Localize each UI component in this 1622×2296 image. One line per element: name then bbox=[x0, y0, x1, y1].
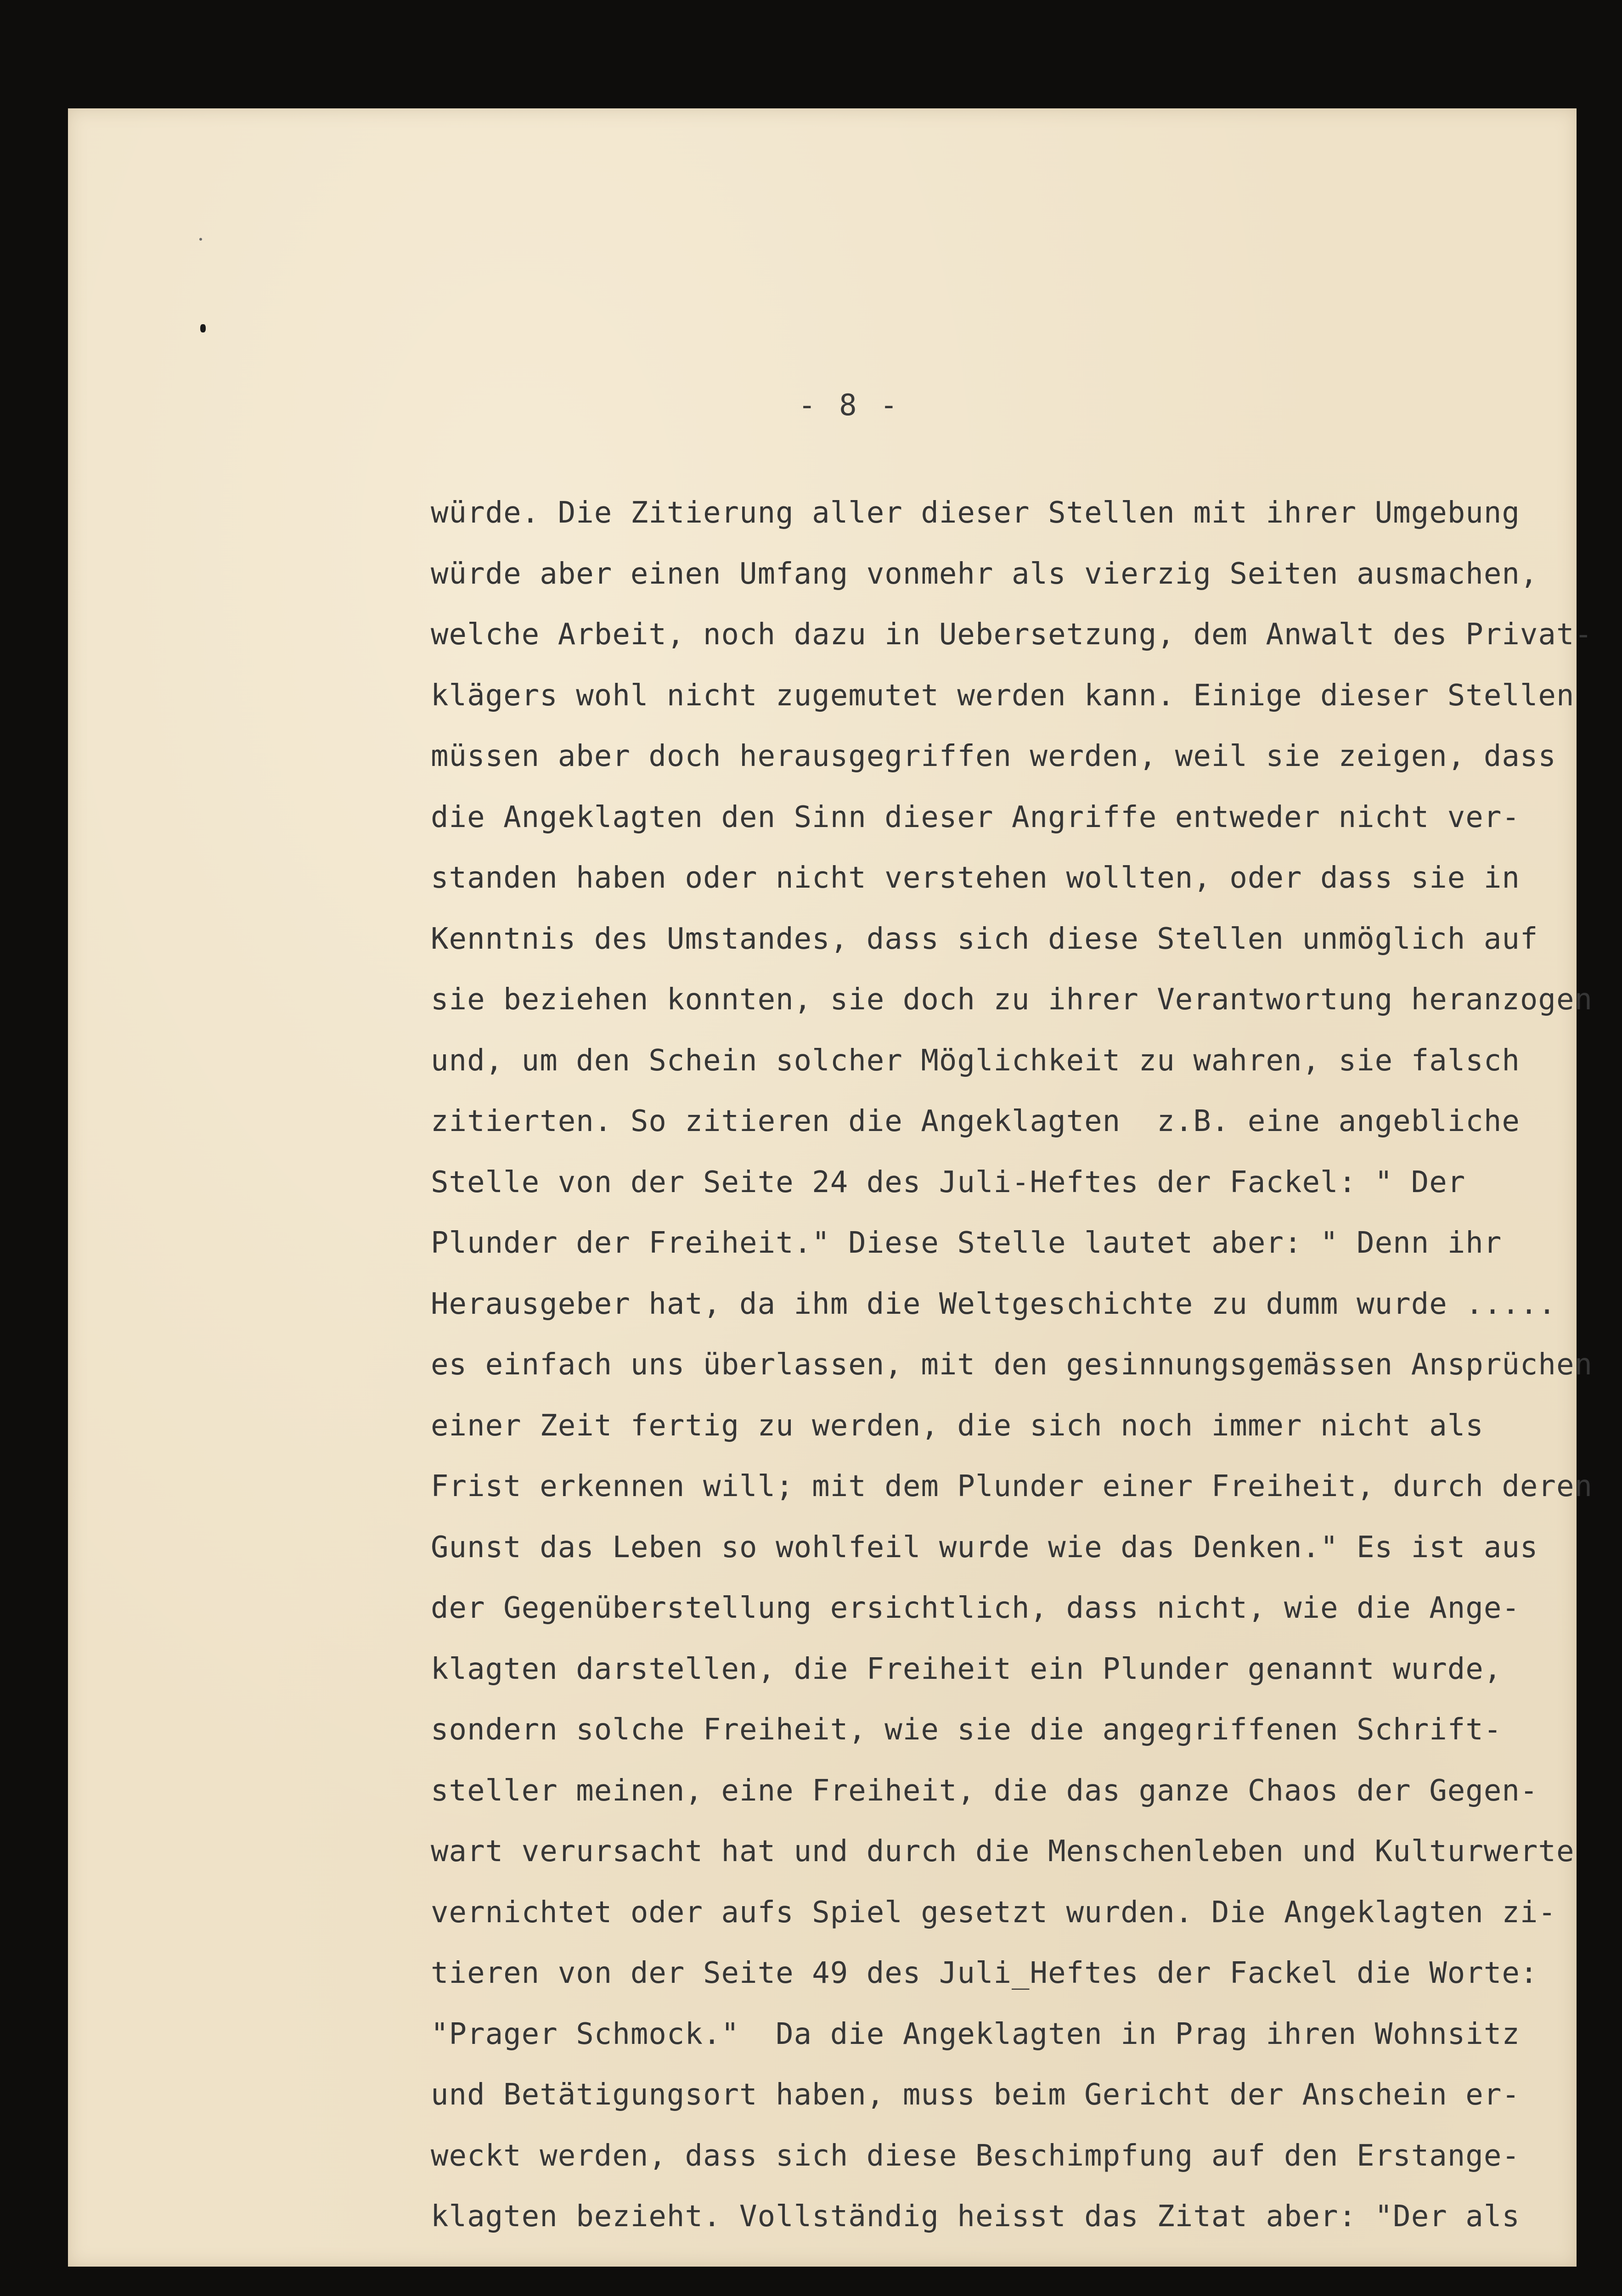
text-line: Frist erkennen will; mit dem Plunder einer Freiheit, durch deren bbox=[431, 1469, 1593, 1503]
text-line: Stelle von der Seite 24 des Juli-Heftes der Fackel: " Der bbox=[431, 1165, 1466, 1199]
text-line: wart verursacht hat und durch die Menschenleben und Kulturwerte bbox=[431, 1835, 1575, 1868]
text-line: klagten bezieht. Vollständig heisst das Zitat aber: "Der als bbox=[431, 2200, 1520, 2234]
pencil-mark bbox=[199, 238, 202, 241]
text-line: "Prager Schmock." Da die Angeklagten in Prag ihren Wohnsitz bbox=[431, 2017, 1520, 2051]
text-line: Herausgeber hat, da ihm die Weltgeschichte zu dumm wurde ..... bbox=[431, 1287, 1556, 1321]
text-line: würde. Die Zitierung aller dieser Stellen mit ihrer Umgebung bbox=[431, 496, 1520, 530]
text-line: klagten darstellen, die Freiheit ein Plunder genannt wurde, bbox=[431, 1652, 1502, 1686]
text-line: und, um den Schein solcher Möglichkeit zu wahren, sie falsch bbox=[431, 1043, 1520, 1078]
text-line: steller meinen, eine Freiheit, die das ganze Chaos der Gegen- bbox=[431, 1773, 1538, 1808]
page-number: - 8 - bbox=[798, 388, 901, 422]
typewritten-body bbox=[431, 483, 1622, 2247]
document-page bbox=[68, 108, 1593, 2267]
text-line: und Betätigungsort haben, muss beim Gericht der Anschein er- bbox=[431, 2078, 1520, 2112]
text-line: es einfach uns überlassen, mit den gesinnungsgemässen Ansprüchen bbox=[431, 1348, 1593, 1382]
text-line: würde aber einen Umfang vonmehr als vierzig Seiten ausmachen, bbox=[431, 557, 1538, 591]
text-line: Plunder der Freiheit." Diese Stelle lautet aber: " Denn ihr bbox=[431, 1226, 1502, 1260]
text-line: sondern solche Freiheit, wie sie die angegriffenen Schrift- bbox=[431, 1713, 1502, 1747]
text-line: sie beziehen konnten, sie doch zu ihrer Verantwortung heranzogen bbox=[431, 983, 1593, 1017]
text-line: müssen aber doch herausgegriffen werden, weil sie zeigen, dass bbox=[431, 739, 1556, 773]
text-line: einer Zeit fertig zu werden, die sich noch immer nicht als bbox=[431, 1408, 1484, 1443]
text-line: Kenntnis des Umstandes, dass sich diese Stellen unmöglich auf bbox=[431, 922, 1538, 956]
text-line: klägers wohl nicht zugemutet werden kann. Einige dieser Stellen bbox=[431, 678, 1575, 713]
text-line: der Gegenüberstellung ersichtlich, dass nicht, wie die Ange- bbox=[431, 1591, 1520, 1625]
text-line: die Angeklagten den Sinn dieser Angriffe entweder nicht ver- bbox=[431, 800, 1520, 834]
text-line: tieren von der Seite 49 des Juli_Heftes der Fackel die Worte: bbox=[431, 1956, 1538, 1990]
ink-dot bbox=[200, 324, 206, 332]
text-line: vernichtet oder aufs Spiel gesetzt wurden. Die Angeklagten zi- bbox=[431, 1895, 1556, 1930]
text-line: Gunst das Leben so wohlfeil wurde wie das Denken." Es ist aus bbox=[431, 1530, 1538, 1564]
text-line: standen haben oder nicht verstehen wollten, oder dass sie in bbox=[431, 861, 1520, 895]
text-line: weckt werden, dass sich diese Beschimpfung auf den Erstange- bbox=[431, 2138, 1520, 2173]
text-line: welche Arbeit, noch dazu in Uebersetzung, dem Anwalt des Privat- bbox=[431, 618, 1593, 652]
text-line: zitierten. So zitieren die Angeklagten z.B. eine angebliche bbox=[431, 1104, 1520, 1138]
